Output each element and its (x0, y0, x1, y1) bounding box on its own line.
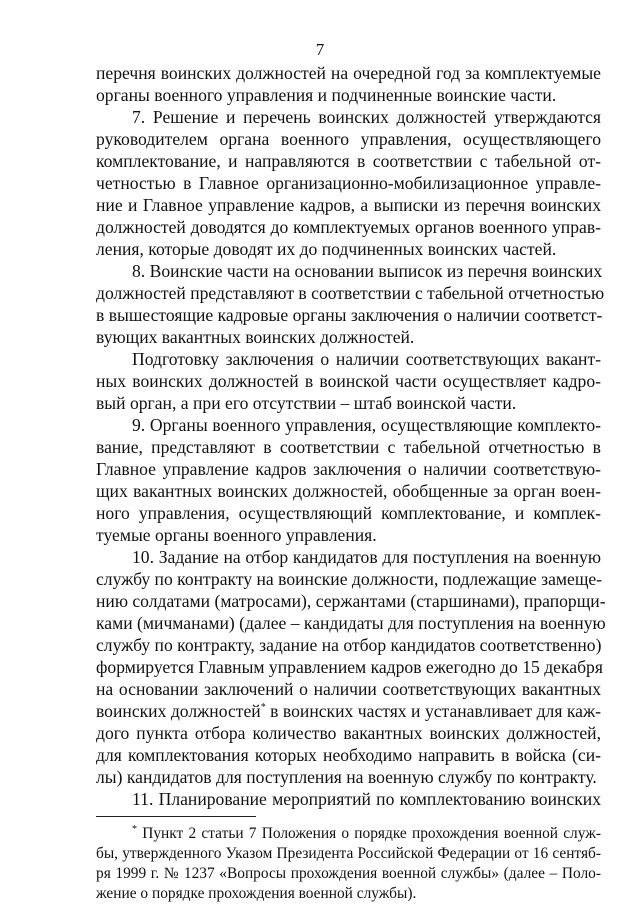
footnote-line (132, 824, 601, 844)
text-line: Главное управление кадров заключения о наличии соответствую- (96, 459, 601, 479)
text-line: дого пункта отбора количество вакантных воинских должностей, (96, 723, 601, 743)
footnote-reference: * (260, 702, 266, 714)
text-line: лы) кандидатов для поступления на военную службу по контракту. (96, 767, 597, 787)
text-line: 9. Органы военного управления, осуществляющие комплекто- (132, 415, 601, 435)
text-line: 11. Планирование мероприятий по комплектованию воинских (132, 789, 601, 809)
footnote-text: Пункт 2 статьи 7 Положения о порядке прохождения военной служ- (142, 825, 601, 842)
text-line (96, 700, 601, 722)
text-line: щих вакантных воинских должностей, обобщенные за орган воен- (96, 481, 601, 501)
text-line: комплектование, и направляются в соответствии с табельной от- (96, 151, 601, 171)
text-line: руководителем органа военного управления, осуществляющего (96, 129, 601, 149)
footnote-marker: * (132, 823, 137, 835)
text-segment: в воинских частях и устанавливает для каж- (270, 701, 601, 721)
text-line: 8. Воинские части на основании выписок из перечня воинских (132, 261, 603, 281)
text-line: Подготовку заключения о наличии соответствующих вакант- (132, 349, 601, 369)
text-line: органы военного управления и подчиненные воинские части. (96, 85, 557, 105)
footnote-separator (96, 816, 256, 817)
text-line: на основании заключений о наличии соответствующих вакантных (96, 679, 601, 699)
page-number: 7 (315, 40, 325, 59)
text-line: ного управления, осуществляющий комплектование, и комплек- (96, 503, 601, 523)
text-line: вание, представляют в соответствии с табельной отчетностью в (96, 437, 601, 457)
text-line: должностей доводятся до комплектуемых органов военного управ- (96, 217, 601, 237)
text-line: службу по контракту, задание на отбор кандидатов соответственно) (96, 635, 602, 655)
text-line: ления, которые доводят их до подчиненных воинских частей. (96, 239, 557, 259)
footnote-line: бы, утвержденного Указом Президента Российской Федерации от 16 сентяб- (96, 845, 601, 862)
text-line: вый орган, а при его отсутствии – штаб воинской части. (96, 393, 517, 413)
text-segment: воинских должностей (96, 701, 261, 721)
text-line: ных воинских должностей в воинской части осуществляет кадро- (96, 371, 601, 391)
text-line: формируется Главным управлением кадров ежегодно до 15 декабря (96, 657, 603, 677)
text-line: 10. Задание на отбор кандидатов для поступления на военную (132, 547, 601, 567)
text-line: вующих вакантных воинских должностей. (96, 327, 415, 347)
text-line: в вышестоящие кадровые органы заключения о наличии соответст- (96, 305, 603, 325)
footnote-line: ря 1999 г. № 1237 «Вопросы прохождения военной службы» (далее – Поло- (96, 865, 601, 882)
text-line: перечня воинских должностей на очередной год за комплектуемые (96, 63, 601, 83)
text-line: 7. Решение и перечень воинских должностей утверждаются (132, 107, 601, 127)
text-line: должностей представляют в соответствии с табельной отчетностью (96, 283, 605, 303)
footnote-line: жение о порядке прохождения военной службы). (96, 885, 417, 902)
text-line: нию солдатами (матросами), сержантами (старшинами), прапорщи- (96, 591, 606, 611)
text-line: службу по контракту на воинские должности, подлежащие замеще- (96, 569, 603, 589)
text-line: туемые органы военного управления. (96, 525, 377, 545)
text-line: ками (мичманами) (далее – кандидаты для поступления на военную (96, 613, 606, 633)
text-line: для комплектования которых необходимо направить в войска (си- (96, 745, 601, 765)
text-line: ние и Главное управление кадров, а выписки из перечня воинских (96, 195, 601, 215)
text-line: четностью в Главное организационно-мобилизационное управле- (96, 173, 601, 193)
